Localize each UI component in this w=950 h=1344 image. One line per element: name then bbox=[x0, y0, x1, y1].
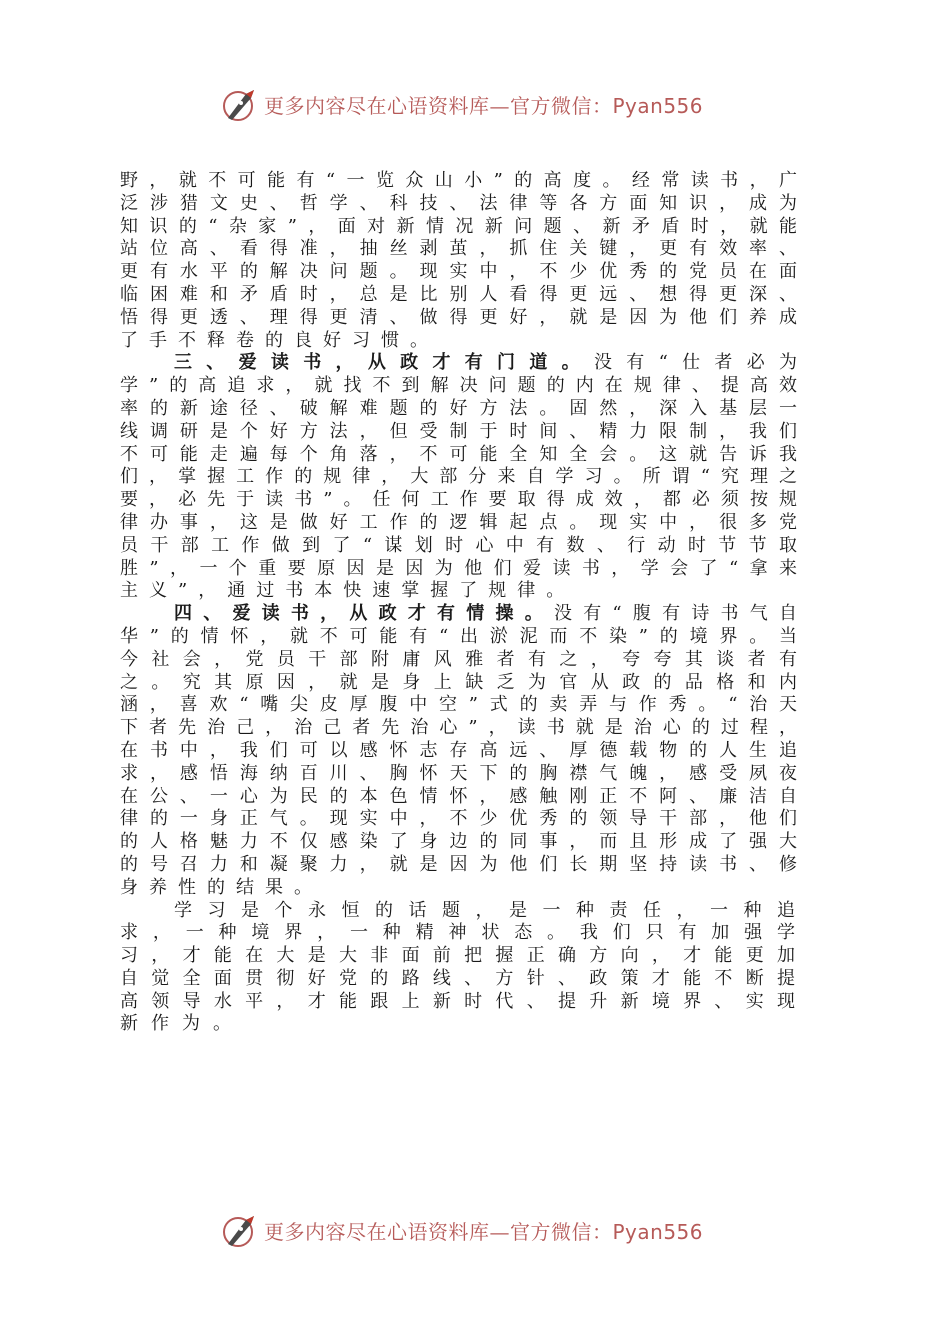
banner-text: 更多内容尽在心语资料库—官方微信：Pyan556 bbox=[264, 93, 704, 118]
document-body bbox=[120, 170, 808, 1036]
paragraph-text: 没有“仕者必为学”的高追求，就找不到解决问题的内在规律、提高效率的新途径、破解难题的好方法。固然，深入基层一线调研是个好方法，但受制于时间、精力限制，我们不可能走遍每个角落，不可能全知全会。这就告诉我们，掌握工作的规律，大部分来自学习。所谓“究理之要，必先于读书”。任何工作要取得成效，都必须按规律办事，这是做好工作的逻辑起点。现实中，很多党员干部工作做到了“谋划时心中有数、行动时节节取胜”，一个重要原因是因为他们爱读书，学会了“拿来主义”，通过书本快速掌握了规律。 bbox=[120, 352, 809, 602]
banner-text: 更多内容尽在心语资料库—官方微信：Pyan556 bbox=[264, 1219, 704, 1244]
pen-nib-logo-icon bbox=[220, 84, 260, 124]
paragraph-3 bbox=[120, 603, 808, 899]
paragraph-text: 野，就不可能有“一览众山小”的高度。经常读书，广泛涉猎文史、哲学、科技、法律等各方面知识，成为知识的“杂家”，面对新情况新问题、新矛盾时，就能站位高、看得准，抽丝剥茧，抓住关键，更有效率、更有水平的解决问题。现实中，不少优秀的党员在面临困难和矛盾时，总是比别人看得更远、想得更深、悟得更透、理得更清、做得更好，就是因为他们养成了手不释卷的良好习惯。 bbox=[120, 170, 808, 351]
header-banner bbox=[220, 84, 740, 124]
paragraph-2 bbox=[120, 352, 808, 603]
paragraph-4 bbox=[120, 900, 808, 1037]
paragraph-text: 没有“腹有诗书气自华”的情怀，就不可能有“出淤泥而不染”的境界。当今社会，党员干部附庸风雅者有之，夸夸其谈者有之。究其原因，就是身上缺乏为官从政的品格和内涵，喜欢“嘴尖皮厚腹中空”式的卖弄与作秀。“治天下者先治己，治己者先治心”，读书就是治心的过程，在书中，我们可以感怀志存高远、厚德载物的人生追求，感悟海纳百川、胸怀天下的胸襟气魄，感受夙夜在公、一心为民的本色情怀，感触刚正不阿、廉洁自律的一身正气。现实中，不少优秀的领导干部，他们的人格魅力不仅感染了身边的同事，而且形成了强大的号召力和凝聚力，就是因为他们长期坚持读书、修身养性的结果。 bbox=[120, 603, 808, 898]
paragraph-text: 学习是个永恒的话题，是一种责任，一种追求，一种境界，一种精神状态。我们只有加强学习，才能在大是大非面前把握正确方向，才能更加自觉全面贯彻好党的路线、方针、政策才能不断提高领导水平，才能跟上新时代、提升新境界、实现新作为。 bbox=[120, 899, 808, 1035]
section-heading-3: 三、爱读书，从政才有门道。 bbox=[174, 352, 594, 374]
banner-handle: Pyan556 bbox=[612, 93, 704, 118]
paragraph-1 bbox=[120, 170, 808, 352]
section-heading-4: 四、爱读书，从政才有情操。 bbox=[174, 603, 554, 625]
banner-handle: Pyan556 bbox=[612, 1219, 704, 1244]
pen-nib-logo-icon bbox=[220, 1210, 260, 1250]
footer-banner bbox=[220, 1210, 740, 1250]
